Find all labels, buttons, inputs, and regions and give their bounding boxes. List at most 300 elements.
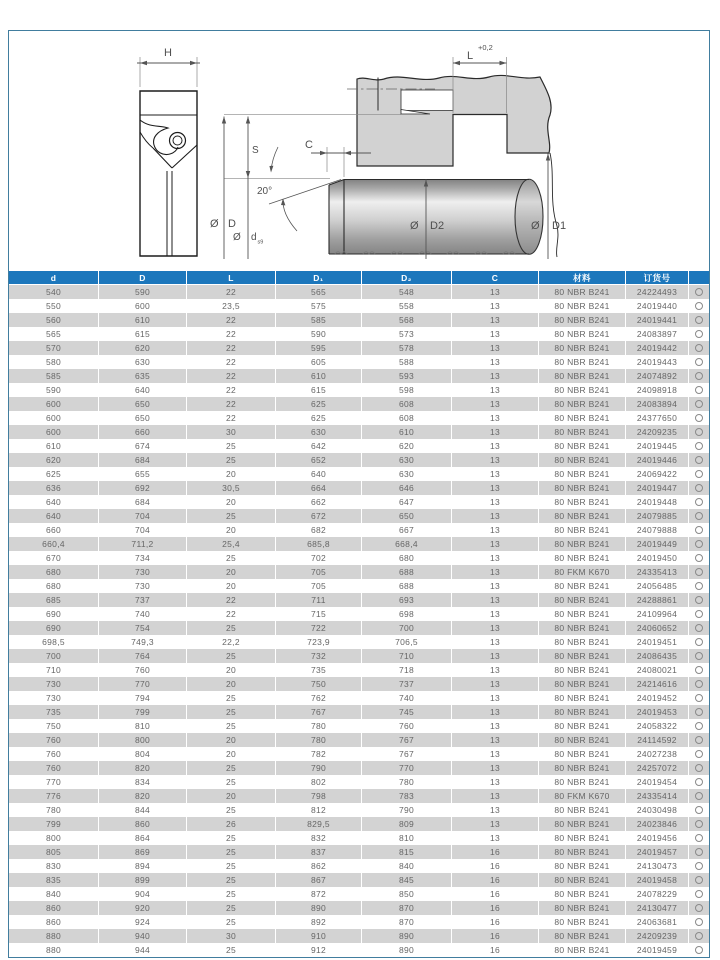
table-cell: 24019447 bbox=[626, 481, 688, 495]
table-cell: 600 bbox=[9, 411, 98, 425]
table-cell: 845 bbox=[362, 873, 451, 887]
table-cell: 780 bbox=[362, 775, 451, 789]
order-indicator-cell[interactable] bbox=[689, 467, 709, 481]
table-cell: 80 NBR B241 bbox=[539, 327, 625, 341]
table-cell: 20 bbox=[187, 523, 275, 537]
table-cell: 25 bbox=[187, 621, 275, 635]
order-indicator-cell[interactable] bbox=[689, 355, 709, 369]
availability-circle-icon[interactable] bbox=[695, 946, 703, 954]
availability-circle-icon[interactable] bbox=[695, 708, 703, 716]
availability-circle-icon[interactable] bbox=[695, 890, 703, 898]
availability-circle-icon[interactable] bbox=[695, 764, 703, 772]
table-cell: 550 bbox=[9, 299, 98, 313]
dim-label-D2: D2 bbox=[430, 220, 445, 232]
order-indicator-cell[interactable] bbox=[689, 285, 709, 299]
availability-circle-icon[interactable] bbox=[695, 568, 703, 576]
table-cell: 760 bbox=[9, 733, 98, 747]
order-indicator-cell[interactable] bbox=[689, 817, 709, 831]
order-indicator-cell[interactable] bbox=[689, 873, 709, 887]
garter-spring-icon bbox=[170, 133, 186, 149]
column-header: D bbox=[99, 271, 186, 284]
table-cell: 24019459 bbox=[626, 943, 688, 957]
table-cell: 24109964 bbox=[626, 607, 688, 621]
availability-circle-icon[interactable] bbox=[695, 904, 703, 912]
table-row bbox=[9, 509, 709, 523]
table-row bbox=[9, 663, 709, 677]
dim-label-d-tolerance: s9 bbox=[257, 239, 264, 246]
table-cell: 24069422 bbox=[626, 467, 688, 481]
table-cell: 80 NBR B241 bbox=[539, 369, 625, 383]
table-cell: 735 bbox=[276, 663, 361, 677]
order-indicator-cell[interactable] bbox=[689, 761, 709, 775]
dim-label-dia-d-sign: Ø bbox=[233, 232, 241, 243]
table-cell: 80 NBR B241 bbox=[539, 537, 625, 551]
order-indicator-cell[interactable] bbox=[689, 341, 709, 355]
table-cell: 13 bbox=[452, 341, 538, 355]
table-cell: 25 bbox=[187, 845, 275, 859]
table-cell: 25 bbox=[187, 775, 275, 789]
table-row bbox=[9, 551, 709, 565]
table-cell: 20 bbox=[187, 733, 275, 747]
table-cell: 740 bbox=[362, 691, 451, 705]
dim-label-L-tolerance: +0,2 bbox=[478, 43, 493, 52]
table-cell: 869 bbox=[99, 845, 186, 859]
table-cell: 26 bbox=[187, 817, 275, 831]
table-cell: 80 NBR B241 bbox=[539, 705, 625, 719]
availability-circle-icon[interactable] bbox=[695, 862, 703, 870]
availability-circle-icon[interactable] bbox=[695, 806, 703, 814]
availability-circle-icon[interactable] bbox=[695, 582, 703, 590]
order-indicator-cell[interactable] bbox=[689, 887, 709, 901]
table-cell: 805 bbox=[9, 845, 98, 859]
order-indicator-cell[interactable] bbox=[689, 397, 709, 411]
shaft bbox=[329, 179, 543, 254]
table-cell: 615 bbox=[99, 327, 186, 341]
order-indicator-cell[interactable] bbox=[689, 593, 709, 607]
table-cell: 24027238 bbox=[626, 747, 688, 761]
table-cell: 862 bbox=[276, 859, 361, 873]
table-cell: 13 bbox=[452, 425, 538, 439]
table-row bbox=[9, 621, 709, 635]
table-row bbox=[9, 901, 709, 915]
table-row bbox=[9, 817, 709, 831]
table-row bbox=[9, 803, 709, 817]
order-indicator-cell[interactable] bbox=[689, 929, 709, 943]
table-row bbox=[9, 747, 709, 761]
availability-circle-icon[interactable] bbox=[695, 498, 703, 506]
order-indicator-cell[interactable] bbox=[689, 565, 709, 579]
order-indicator-cell[interactable] bbox=[689, 691, 709, 705]
table-cell: 80 NBR B241 bbox=[539, 733, 625, 747]
table-cell: 737 bbox=[362, 677, 451, 691]
order-indicator-cell[interactable] bbox=[689, 607, 709, 621]
table-row bbox=[9, 635, 709, 649]
order-indicator-cell[interactable] bbox=[689, 537, 709, 551]
table-cell: 24019441 bbox=[626, 313, 688, 327]
column-header: D₁ bbox=[276, 271, 361, 284]
table-cell: 13 bbox=[452, 789, 538, 803]
table-cell: 745 bbox=[362, 705, 451, 719]
table-cell: 682 bbox=[276, 523, 361, 537]
table-cell: 640 bbox=[276, 467, 361, 481]
table-cell: 13 bbox=[452, 705, 538, 719]
order-indicator-cell[interactable] bbox=[689, 509, 709, 523]
table-cell: 20 bbox=[187, 467, 275, 481]
table-cell: 585 bbox=[9, 369, 98, 383]
order-indicator-cell[interactable] bbox=[689, 775, 709, 789]
table-row bbox=[9, 341, 709, 355]
table-cell: 24083897 bbox=[626, 327, 688, 341]
table-cell: 655 bbox=[99, 467, 186, 481]
table-cell: 625 bbox=[9, 467, 98, 481]
table-cell: 730 bbox=[99, 579, 186, 593]
table-cell: 22 bbox=[187, 593, 275, 607]
table-cell: 80 NBR B241 bbox=[539, 929, 625, 943]
order-indicator-cell[interactable] bbox=[689, 299, 709, 313]
order-indicator-cell[interactable] bbox=[689, 705, 709, 719]
table-cell: 760 bbox=[99, 663, 186, 677]
table-cell: 635 bbox=[99, 369, 186, 383]
availability-circle-icon[interactable] bbox=[695, 316, 703, 324]
availability-circle-icon[interactable] bbox=[695, 302, 703, 310]
availability-circle-icon[interactable] bbox=[695, 554, 703, 562]
table-cell: 834 bbox=[99, 775, 186, 789]
availability-circle-icon[interactable] bbox=[695, 792, 703, 800]
table-cell: 770 bbox=[9, 775, 98, 789]
availability-circle-icon[interactable] bbox=[695, 638, 703, 646]
table-cell: 13 bbox=[452, 355, 538, 369]
table-cell: 80 NBR B241 bbox=[539, 383, 625, 397]
table-cell: 20 bbox=[187, 747, 275, 761]
table-cell: 812 bbox=[276, 803, 361, 817]
dim-label-L: L bbox=[467, 50, 474, 62]
table-cell: 800 bbox=[99, 733, 186, 747]
table-cell: 13 bbox=[452, 677, 538, 691]
order-indicator-cell[interactable] bbox=[689, 649, 709, 663]
table-cell: 24019458 bbox=[626, 873, 688, 887]
availability-circle-icon[interactable] bbox=[695, 386, 703, 394]
table-cell: 24019456 bbox=[626, 831, 688, 845]
table-cell: 13 bbox=[452, 831, 538, 845]
table-cell: 25 bbox=[187, 859, 275, 873]
table-cell: 610 bbox=[276, 369, 361, 383]
availability-circle-icon[interactable] bbox=[695, 344, 703, 352]
table-cell: 920 bbox=[99, 901, 186, 915]
table-row bbox=[9, 439, 709, 453]
order-indicator-cell[interactable] bbox=[689, 747, 709, 761]
availability-circle-icon[interactable] bbox=[695, 666, 703, 674]
table-row bbox=[9, 453, 709, 467]
table-cell: 610 bbox=[9, 439, 98, 453]
table-cell: 620 bbox=[99, 341, 186, 355]
table-cell: 24335413 bbox=[626, 565, 688, 579]
table-cell: 588 bbox=[362, 355, 451, 369]
availability-circle-icon[interactable] bbox=[695, 442, 703, 450]
order-indicator-cell[interactable] bbox=[689, 453, 709, 467]
order-indicator-cell[interactable] bbox=[689, 327, 709, 341]
table-cell: 80 NBR B241 bbox=[539, 943, 625, 957]
availability-circle-icon[interactable] bbox=[695, 932, 703, 940]
table-cell: 608 bbox=[362, 397, 451, 411]
table-cell: 698,5 bbox=[9, 635, 98, 649]
table-cell: 24377650 bbox=[626, 411, 688, 425]
table-cell: 80 NBR B241 bbox=[539, 887, 625, 901]
order-indicator-cell[interactable] bbox=[689, 383, 709, 397]
table-row bbox=[9, 677, 709, 691]
table-cell: 80 NBR B241 bbox=[539, 803, 625, 817]
table-cell: 590 bbox=[99, 285, 186, 299]
table-cell: 636 bbox=[9, 481, 98, 495]
table-cell: 690 bbox=[9, 621, 98, 635]
order-indicator-cell[interactable] bbox=[689, 579, 709, 593]
order-indicator-cell[interactable] bbox=[689, 663, 709, 677]
order-indicator-cell[interactable] bbox=[689, 481, 709, 495]
availability-circle-icon[interactable] bbox=[695, 428, 703, 436]
table-cell: 760 bbox=[362, 719, 451, 733]
table-cell: 760 bbox=[9, 761, 98, 775]
order-indicator-cell[interactable] bbox=[689, 313, 709, 327]
table-cell: 16 bbox=[452, 943, 538, 957]
availability-circle-icon[interactable] bbox=[695, 624, 703, 632]
table-cell: 864 bbox=[99, 831, 186, 845]
table-cell: 24209235 bbox=[626, 425, 688, 439]
table-cell: 13 bbox=[452, 313, 538, 327]
table-cell: 620 bbox=[362, 439, 451, 453]
availability-circle-icon[interactable] bbox=[695, 694, 703, 702]
table-row bbox=[9, 929, 709, 943]
order-indicator-cell[interactable] bbox=[689, 621, 709, 635]
table-cell: 25 bbox=[187, 761, 275, 775]
order-indicator-cell[interactable] bbox=[689, 943, 709, 957]
availability-circle-icon[interactable] bbox=[695, 722, 703, 730]
order-indicator-cell[interactable] bbox=[689, 411, 709, 425]
order-indicator-cell[interactable] bbox=[689, 915, 709, 929]
table-cell: 730 bbox=[99, 565, 186, 579]
table-cell: 24056485 bbox=[626, 579, 688, 593]
column-header: L bbox=[187, 271, 275, 284]
availability-circle-icon[interactable] bbox=[695, 288, 703, 296]
table-cell: 770 bbox=[362, 761, 451, 775]
table-cell: 732 bbox=[276, 649, 361, 663]
table-cell: 25 bbox=[187, 873, 275, 887]
availability-circle-icon[interactable] bbox=[695, 680, 703, 688]
table-row bbox=[9, 467, 709, 481]
table-cell: 711 bbox=[276, 593, 361, 607]
table-cell: 16 bbox=[452, 915, 538, 929]
availability-circle-icon[interactable] bbox=[695, 372, 703, 380]
dim-label-angle: 20° bbox=[257, 186, 273, 197]
order-indicator-cell[interactable] bbox=[689, 845, 709, 859]
table-cell: 24257072 bbox=[626, 761, 688, 775]
availability-circle-icon[interactable] bbox=[695, 652, 703, 660]
availability-circle-icon[interactable] bbox=[695, 834, 703, 842]
order-indicator-cell[interactable] bbox=[689, 635, 709, 649]
table-cell: 837 bbox=[276, 845, 361, 859]
housing-break-edge bbox=[550, 153, 558, 257]
table-row bbox=[9, 299, 709, 313]
table-cell: 13 bbox=[452, 579, 538, 593]
table-cell: 24288861 bbox=[626, 593, 688, 607]
table-cell: 704 bbox=[99, 523, 186, 537]
table-cell: 80 NBR B241 bbox=[539, 649, 625, 663]
table-cell: 24019453 bbox=[626, 705, 688, 719]
table-cell: 25 bbox=[187, 901, 275, 915]
table-cell: 705 bbox=[276, 565, 361, 579]
table-cell: 652 bbox=[276, 453, 361, 467]
availability-circle-icon[interactable] bbox=[695, 512, 703, 520]
order-indicator-cell[interactable] bbox=[689, 831, 709, 845]
table-cell: 844 bbox=[99, 803, 186, 817]
table-row bbox=[9, 565, 709, 579]
table-cell: 80 NBR B241 bbox=[539, 425, 625, 439]
table-cell: 24080021 bbox=[626, 663, 688, 677]
table-cell: 684 bbox=[99, 453, 186, 467]
order-indicator-cell[interactable] bbox=[689, 369, 709, 383]
table-cell: 585 bbox=[276, 313, 361, 327]
table-cell: 13 bbox=[452, 285, 538, 299]
table-cell: 799 bbox=[9, 817, 98, 831]
table-cell: 560 bbox=[9, 313, 98, 327]
table-cell: 25 bbox=[187, 719, 275, 733]
table-cell: 24098918 bbox=[626, 383, 688, 397]
table-row bbox=[9, 733, 709, 747]
availability-circle-icon[interactable] bbox=[695, 358, 703, 366]
table-cell: 568 bbox=[362, 313, 451, 327]
table-cell: 13 bbox=[452, 775, 538, 789]
table-cell: 692 bbox=[99, 481, 186, 495]
table-cell: 22 bbox=[187, 383, 275, 397]
table-cell: 672 bbox=[276, 509, 361, 523]
table-cell: 16 bbox=[452, 873, 538, 887]
order-indicator-cell[interactable] bbox=[689, 733, 709, 747]
table-cell: 790 bbox=[362, 803, 451, 817]
availability-circle-icon[interactable] bbox=[695, 778, 703, 786]
availability-circle-icon[interactable] bbox=[695, 876, 703, 884]
table-row bbox=[9, 327, 709, 341]
dim-label-dia-D2-sign: Ø bbox=[410, 220, 419, 232]
table-row bbox=[9, 761, 709, 775]
availability-circle-icon[interactable] bbox=[695, 540, 703, 548]
table-cell: 24019457 bbox=[626, 845, 688, 859]
dim-label-S: S bbox=[252, 145, 259, 156]
availability-circle-icon[interactable] bbox=[695, 400, 703, 408]
order-indicator-cell[interactable] bbox=[689, 859, 709, 873]
table-row bbox=[9, 887, 709, 901]
order-indicator-cell[interactable] bbox=[689, 789, 709, 803]
dim-label-H: H bbox=[164, 47, 172, 59]
table-cell: 767 bbox=[362, 733, 451, 747]
table-cell: 575 bbox=[276, 299, 361, 313]
table-cell: 24079885 bbox=[626, 509, 688, 523]
order-indicator-cell[interactable] bbox=[689, 901, 709, 915]
table-row bbox=[9, 411, 709, 425]
order-indicator-cell[interactable] bbox=[689, 677, 709, 691]
order-indicator-cell[interactable] bbox=[689, 495, 709, 509]
table-cell: 850 bbox=[362, 887, 451, 901]
table-cell: 706,5 bbox=[362, 635, 451, 649]
table-cell: 892 bbox=[276, 915, 361, 929]
table-cell: 13 bbox=[452, 719, 538, 733]
availability-circle-icon[interactable] bbox=[695, 414, 703, 422]
table-cell: 630 bbox=[276, 425, 361, 439]
dim-label-dia-D-sign: Ø bbox=[210, 218, 219, 230]
table-cell: 685,8 bbox=[276, 537, 361, 551]
availability-circle-icon[interactable] bbox=[695, 750, 703, 758]
availability-circle-icon[interactable] bbox=[695, 736, 703, 744]
table-cell: 25 bbox=[187, 649, 275, 663]
availability-circle-icon[interactable] bbox=[695, 918, 703, 926]
table-cell: 80 NBR B241 bbox=[539, 775, 625, 789]
availability-circle-icon[interactable] bbox=[695, 470, 703, 478]
table-row bbox=[9, 285, 709, 299]
table-cell: 600 bbox=[9, 425, 98, 439]
order-indicator-cell[interactable] bbox=[689, 439, 709, 453]
table-row bbox=[9, 943, 709, 957]
table-cell: 80 NBR B241 bbox=[539, 607, 625, 621]
table-cell: 13 bbox=[452, 733, 538, 747]
order-indicator-cell[interactable] bbox=[689, 719, 709, 733]
availability-circle-icon[interactable] bbox=[695, 330, 703, 338]
table-cell: 13 bbox=[452, 537, 538, 551]
table-cell: 910 bbox=[276, 929, 361, 943]
order-indicator-cell[interactable] bbox=[689, 551, 709, 565]
table-cell: 13 bbox=[452, 439, 538, 453]
availability-circle-icon[interactable] bbox=[695, 484, 703, 492]
technical-drawing bbox=[9, 31, 709, 271]
table-cell: 690 bbox=[9, 607, 98, 621]
table-cell: 13 bbox=[452, 607, 538, 621]
table-row bbox=[9, 481, 709, 495]
order-indicator-cell[interactable] bbox=[689, 523, 709, 537]
table-cell: 800 bbox=[9, 831, 98, 845]
table-cell: 80 NBR B241 bbox=[539, 747, 625, 761]
table-cell: 80 NBR B241 bbox=[539, 439, 625, 453]
table-cell: 22 bbox=[187, 285, 275, 299]
table-cell: 80 NBR B241 bbox=[539, 341, 625, 355]
table-cell: 711,2 bbox=[99, 537, 186, 551]
availability-circle-icon[interactable] bbox=[695, 456, 703, 464]
table-cell: 573 bbox=[362, 327, 451, 341]
availability-circle-icon[interactable] bbox=[695, 820, 703, 828]
table-cell: 578 bbox=[362, 341, 451, 355]
table-cell: 890 bbox=[362, 929, 451, 943]
availability-circle-icon[interactable] bbox=[695, 526, 703, 534]
table-cell: 80 NBR B241 bbox=[539, 355, 625, 369]
table-cell: 24019446 bbox=[626, 453, 688, 467]
order-indicator-cell[interactable] bbox=[689, 803, 709, 817]
table-cell: 749,3 bbox=[99, 635, 186, 649]
table-cell: 24058322 bbox=[626, 719, 688, 733]
availability-circle-icon[interactable] bbox=[695, 848, 703, 856]
availability-circle-icon[interactable] bbox=[695, 596, 703, 604]
table-cell: 25 bbox=[187, 509, 275, 523]
table-cell: 13 bbox=[452, 761, 538, 775]
table-cell: 705 bbox=[276, 579, 361, 593]
table-row bbox=[9, 607, 709, 621]
table-cell: 20 bbox=[187, 495, 275, 509]
table-row bbox=[9, 845, 709, 859]
table-cell: 16 bbox=[452, 887, 538, 901]
table-cell: 565 bbox=[276, 285, 361, 299]
table-row bbox=[9, 593, 709, 607]
table-cell: 24074892 bbox=[626, 369, 688, 383]
table-cell: 13 bbox=[452, 481, 538, 495]
table-cell: 608 bbox=[362, 411, 451, 425]
order-indicator-cell[interactable] bbox=[689, 425, 709, 439]
table-cell: 640 bbox=[99, 383, 186, 397]
table-cell: 783 bbox=[362, 789, 451, 803]
availability-circle-icon[interactable] bbox=[695, 610, 703, 618]
